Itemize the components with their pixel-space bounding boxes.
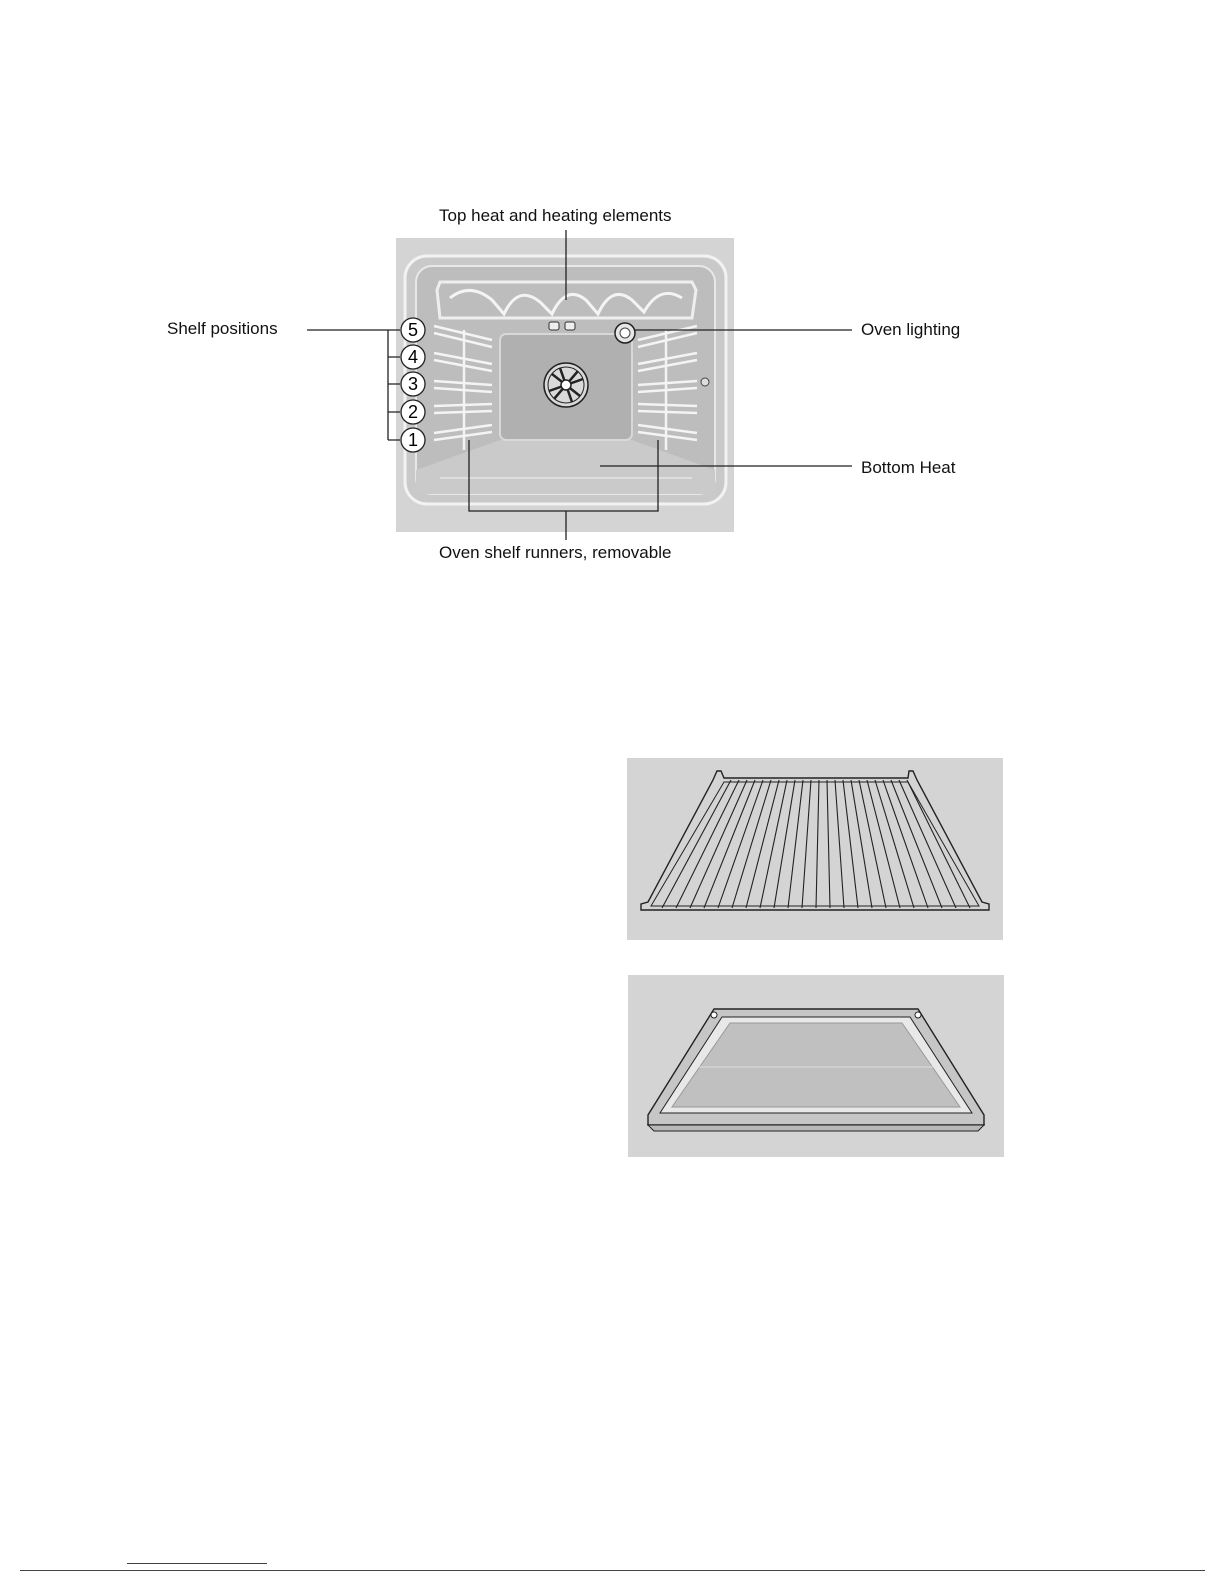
shelf-number-1 [401, 428, 425, 452]
oven-light-icon [615, 323, 635, 343]
tray-hole-right [915, 1012, 921, 1018]
svg-text:4: 4 [407, 347, 419, 367]
tray-bottom-edge [648, 1125, 984, 1131]
bottom-heat-label: Bottom Heat [861, 458, 956, 477]
baking-tray-illustration [628, 975, 1004, 1157]
svg-text:3: 3 [407, 374, 419, 394]
shelf-runners-label: Oven shelf runners, removable [439, 543, 672, 562]
footer-rule [20, 1570, 1205, 1571]
tray-hole-left [711, 1012, 717, 1018]
shelf-positions-label: Shelf positions [167, 319, 278, 338]
oven-cavity-diagram [0, 0, 1225, 620]
footer-link-underline[interactable] [127, 1563, 267, 1564]
shelf-number-3 [401, 372, 425, 396]
shelf-number-2 [401, 400, 425, 424]
wire-shelf-illustration [627, 758, 1003, 940]
shelf-number-4 [401, 345, 425, 369]
fan-icon [544, 363, 588, 407]
shelf-number-5 [401, 318, 425, 342]
svg-text:2: 2 [407, 402, 419, 422]
svg-text:5: 5 [407, 320, 419, 340]
svg-text:1: 1 [407, 430, 419, 450]
oven-lighting-label: Oven lighting [861, 320, 961, 339]
door-catch [701, 378, 709, 386]
top-heat-label: Top heat and heating elements [439, 206, 672, 225]
